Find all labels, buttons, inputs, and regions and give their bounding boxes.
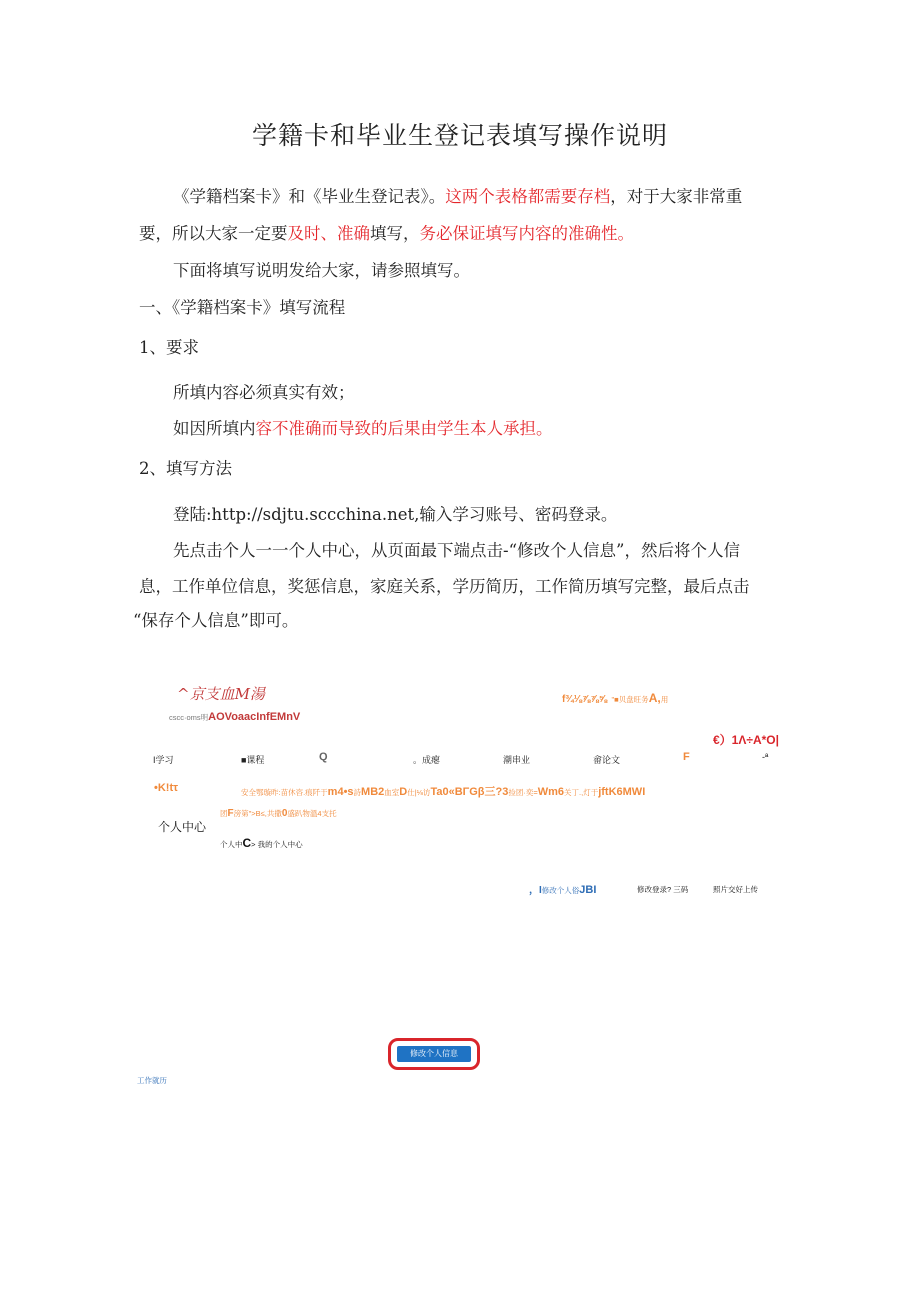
notice-ticker xyxy=(241,782,645,800)
intro-emphasis: 务必保证填写内容的准确性。 xyxy=(419,224,634,243)
tab-photo-upload[interactable]: 照片交好上传 xyxy=(713,885,758,894)
nav-item-study[interactable]: I学习 xyxy=(153,755,174,765)
top-right-text: f¾⅛⅞⅞⅝ xyxy=(562,694,608,705)
notice-text: 詩 xyxy=(353,788,362,797)
intro-text: ，对于大家非常重 xyxy=(610,187,743,206)
notice-text: Ta0«BΓGβ三?3 xyxy=(430,786,509,798)
notice-text: MB2 xyxy=(361,786,385,798)
breadcrumb-text: C xyxy=(242,836,252,850)
notice-text: 仕|⅛访 xyxy=(407,788,431,797)
notice-text: 滂第">B≤,共撒 xyxy=(233,809,282,818)
intro-emphasis: 及时、准确 xyxy=(287,224,370,243)
notice-text: F xyxy=(227,808,234,819)
section-heading: 一、《学籍档案卡》填写流程 xyxy=(139,298,346,317)
tab-label: JBI xyxy=(579,884,597,896)
instruction-note: 下面将填写说明发给大家，请参照填写。 xyxy=(173,261,470,280)
top-right-links xyxy=(562,689,668,707)
portal-logo-subtitle xyxy=(169,707,300,725)
top-right-text: "■贝盘旺务 xyxy=(611,695,649,704)
personal-center-heading: 个人中心 xyxy=(158,820,207,834)
edit-button-highlight xyxy=(388,1038,480,1070)
work-history-link[interactable]: 工作就历 xyxy=(137,1076,167,1085)
notice-text: Wm6 xyxy=(537,786,565,798)
breadcrumb-text: > 我的个人中心 xyxy=(251,840,303,849)
logo-sub-text: cscc·oms明 xyxy=(169,713,209,722)
breadcrumb-text[interactable]: 个人中 xyxy=(220,840,243,849)
top-right-text: 用 xyxy=(660,695,669,704)
intro-emphasis: 这两个表格都需要存档 xyxy=(445,187,611,206)
notice-text: 0 xyxy=(281,808,288,819)
nav-item-graduation[interactable]: 潮串业 xyxy=(503,755,531,765)
notice-text: 关丁.,灯于 xyxy=(564,788,599,797)
subheading-requirements: 1、要求 xyxy=(139,338,199,357)
login-instruction: 登陆:http://sdjtu.sccchina.net,输入学习账号、密码登录。 xyxy=(173,505,618,524)
top-right-text: A, xyxy=(648,691,661,705)
tab-label: 修改个人俗 xyxy=(541,886,580,895)
nav-item-q[interactable]: Q xyxy=(319,751,328,763)
nav-item-more[interactable]: -ª xyxy=(762,752,769,762)
requirement-item xyxy=(173,416,553,442)
nav-item-grades[interactable]: 。成瘪 xyxy=(413,755,441,765)
requirement-emphasis: 容不准确而导致的后果由学生本人承担。 xyxy=(255,419,553,438)
nav-item-f[interactable]: F xyxy=(683,751,690,763)
logo-sub-text: AOVoaacInfEMnV xyxy=(208,711,301,723)
notice-ticker-line-2 xyxy=(220,803,337,821)
tab-change-password[interactable]: 修改登录? 三码 xyxy=(637,885,689,894)
requirement-text: 如因所填内 xyxy=(173,419,256,438)
intro-line-1 xyxy=(173,184,742,210)
intro-text: 填写， xyxy=(370,224,420,243)
requirement-item: 所填内容必须真实有效； xyxy=(173,383,355,402)
notice-text: jftK6MWI xyxy=(598,786,646,798)
top-status: €）1Λ÷A*O| xyxy=(713,733,779,747)
notice-text: 捡团·奕= xyxy=(508,788,538,797)
steps-line: 息，工作单位信息，奖惩信息，家庭关系，学历简历，工作简历填写完整，最后点击 xyxy=(139,577,750,596)
subheading-method: 2、填写方法 xyxy=(139,459,232,478)
steps-line: 先点击个人一一个人中心，从页面最下端点击-“修改个人信息”，然后将个人信 xyxy=(173,541,740,560)
notice-text: 血室 xyxy=(384,788,400,797)
intro-line-2 xyxy=(139,221,634,247)
notice-text: D xyxy=(399,786,408,798)
nav-item-course[interactable]: ■课程 xyxy=(241,755,265,765)
nav-item-thesis[interactable]: 畲论文 xyxy=(593,755,621,765)
tab-edit-profile[interactable] xyxy=(529,880,596,898)
intro-text: 《学籍档案卡》和《毕业生登记表》。 xyxy=(173,187,446,206)
notice-label: •K!tτ xyxy=(154,782,179,794)
notice-text: m4•s xyxy=(327,786,354,798)
notice-text: 安全鄂璇昨:苗休咨.痕阡于 xyxy=(241,788,328,797)
notice-text: 盛趴物溫4支托 xyxy=(287,809,337,818)
edit-profile-button[interactable]: 修改个人信息 xyxy=(397,1046,471,1062)
portal-logo: ^京支血M湯 xyxy=(177,685,265,703)
intro-text: 要，所以大家一定要 xyxy=(139,224,288,243)
notice-text: 团 xyxy=(220,809,228,818)
tab-label: ，I xyxy=(529,885,542,896)
steps-line: “保存个人信息”即可。 xyxy=(133,611,299,630)
document-title: 学籍卡和毕业生登记表填写操作说明 xyxy=(251,121,668,150)
breadcrumb xyxy=(220,834,303,852)
